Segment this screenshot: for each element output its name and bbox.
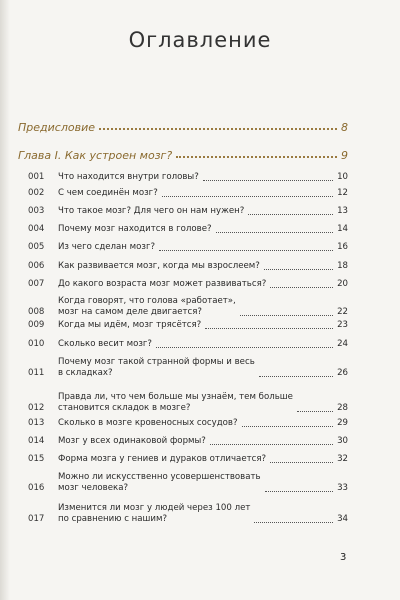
toc-page-number: 10 bbox=[337, 172, 348, 182]
toc-dot-leader bbox=[156, 347, 333, 348]
toc-page-number: 34 bbox=[337, 514, 348, 524]
toc-entry-row bbox=[28, 357, 348, 379]
toc-entry-number: 010 bbox=[28, 339, 45, 349]
toc-entry-title-line: Правда ли, что чем больше мы узнаём, тем больше bbox=[58, 392, 293, 402]
toc-entry-number: 015 bbox=[28, 454, 45, 464]
toc-entry-title-line: в складках? bbox=[58, 368, 113, 378]
toc-entry-title-line: Мозг у всех одинаковой формы? bbox=[58, 436, 206, 446]
toc-page-number: 23 bbox=[337, 320, 348, 330]
toc-entry-row bbox=[28, 188, 348, 199]
toc-entry-number: 006 bbox=[28, 261, 45, 271]
toc-entry-title-line: Сколько весит мозг? bbox=[58, 339, 152, 349]
toc-entry-number: 014 bbox=[28, 436, 45, 446]
toc-entry-title bbox=[58, 454, 266, 465]
toc-page-number: 12 bbox=[337, 188, 348, 198]
toc-entry-title bbox=[58, 392, 293, 414]
toc-page-number: 9 bbox=[341, 149, 348, 162]
toc-entry-title bbox=[58, 320, 201, 331]
toc-entry-row bbox=[28, 454, 348, 465]
toc-entry-title bbox=[18, 150, 172, 161]
toc-entry-title-line: Сколько в мозге кровеносных сосудов? bbox=[58, 418, 238, 428]
toc-entry-number: 017 bbox=[28, 514, 45, 524]
toc-entry-row bbox=[28, 261, 348, 272]
toc-entry-title bbox=[58, 472, 261, 494]
toc-page-number: 20 bbox=[337, 279, 348, 289]
toc-page-number: 30 bbox=[337, 436, 348, 446]
toc-page-number: 22 bbox=[337, 307, 348, 317]
toc-entry-title bbox=[58, 224, 212, 235]
toc-entry-number: 013 bbox=[28, 418, 45, 428]
toc-dot-leader bbox=[240, 315, 333, 316]
toc-entry-title-line: Что находится внутри головы? bbox=[58, 172, 199, 182]
toc-entry-title-line: Изменится ли мозг у людей через 100 лет bbox=[58, 503, 251, 513]
toc-dot-leader bbox=[203, 180, 333, 181]
toc-section-row bbox=[18, 122, 348, 133]
toc-page-number: 33 bbox=[337, 483, 348, 493]
toc-entry-number: 001 bbox=[28, 172, 45, 182]
toc-dot-leader bbox=[270, 287, 333, 288]
toc-page-number: 14 bbox=[337, 224, 348, 234]
toc-entry-title-line: До какого возраста мозг может развиваться? bbox=[58, 279, 267, 289]
toc-entry-number: 009 bbox=[28, 320, 45, 330]
toc-dot-leader bbox=[248, 214, 333, 215]
toc-entry-title bbox=[18, 122, 95, 133]
toc-entry-row bbox=[28, 224, 348, 235]
toc-entry-row bbox=[28, 472, 348, 494]
toc-entry-number: 007 bbox=[28, 279, 45, 289]
toc-entry-title-line: Что такое мозг? Для чего он нам нужен? bbox=[58, 206, 245, 216]
toc-dot-leader bbox=[297, 411, 333, 412]
toc-entry-title bbox=[58, 188, 158, 199]
toc-dot-leader bbox=[205, 328, 333, 329]
toc-dot-leader bbox=[265, 491, 334, 492]
toc-entry-row bbox=[28, 339, 348, 350]
toc-page-number: 26 bbox=[337, 368, 348, 378]
toc-entry-row bbox=[28, 172, 348, 183]
toc-entry-number: 002 bbox=[28, 188, 45, 198]
toc-entry-row bbox=[28, 296, 348, 318]
toc-entry-title-line: Почему мозг находится в голове? bbox=[58, 224, 212, 234]
toc-entry-row bbox=[28, 206, 348, 217]
binding-shadow bbox=[0, 0, 10, 600]
toc-entry-title-line: Почему мозг такой странной формы и весь bbox=[58, 357, 255, 367]
toc-dot-leader bbox=[159, 250, 333, 251]
toc-page-number: 28 bbox=[337, 403, 348, 413]
toc-entry-title bbox=[58, 172, 199, 183]
toc-entry-row bbox=[28, 392, 348, 414]
toc-entry-title bbox=[58, 279, 266, 290]
toc-dot-leader bbox=[99, 128, 337, 130]
toc-entry-title-line: Глава I. Как устроен мозг? bbox=[18, 149, 173, 162]
toc-section-row bbox=[18, 150, 348, 161]
toc-entry-row bbox=[28, 320, 348, 331]
toc-entry-title-line: Можно ли искусственно усовершенствовать bbox=[58, 472, 261, 482]
toc-page-number: 16 bbox=[337, 242, 348, 252]
toc-entry-title bbox=[58, 242, 155, 253]
toc-entry-title-line: Предисловие bbox=[18, 121, 95, 134]
toc-entry-row bbox=[28, 503, 348, 525]
toc-entry-title-line: Когда мы идём, мозг трясётся? bbox=[58, 320, 202, 330]
toc-entry-title-line: мозг на самом деле двигается? bbox=[58, 307, 202, 317]
toc-dot-leader bbox=[254, 522, 333, 523]
toc-entry-row bbox=[28, 279, 348, 290]
toc-entry-title-line: Форма мозга у гениев и дураков отличается? bbox=[58, 454, 267, 464]
toc-page-number: 8 bbox=[341, 121, 348, 134]
toc-dot-leader bbox=[264, 269, 333, 270]
toc-entry-title-line: по сравнению с нашим? bbox=[58, 514, 168, 524]
toc-entry-title bbox=[58, 261, 260, 272]
toc-entry-number: 012 bbox=[28, 403, 45, 413]
toc-entry-number: 005 bbox=[28, 242, 45, 252]
toc-entry-title bbox=[58, 503, 250, 525]
toc-page-number: 29 bbox=[337, 418, 348, 428]
toc-page-number: 32 bbox=[337, 454, 348, 464]
toc-entry-title bbox=[58, 436, 206, 447]
toc-dot-leader bbox=[242, 426, 334, 427]
toc-entry-number: 004 bbox=[28, 224, 45, 234]
toc-dot-leader bbox=[259, 376, 333, 377]
toc-entry-title bbox=[58, 418, 238, 429]
toc-entry-title bbox=[58, 339, 152, 350]
toc-page-number: 13 bbox=[337, 206, 348, 216]
toc-page-number: 18 bbox=[337, 261, 348, 271]
toc-entry-title-line: мозг человека? bbox=[58, 483, 129, 493]
toc-entry-row bbox=[28, 436, 348, 447]
toc-entry-number: 003 bbox=[28, 206, 45, 216]
toc-dot-leader bbox=[176, 156, 337, 158]
toc-dot-leader bbox=[210, 444, 333, 445]
page-number: 3 bbox=[340, 552, 347, 563]
page-title: Оглавление bbox=[128, 28, 272, 52]
toc-entry-title-line: становится складок в мозге? bbox=[58, 403, 191, 413]
toc-entry-number: 008 bbox=[28, 307, 45, 317]
toc-entry-title-line: С чем соединён мозг? bbox=[58, 188, 158, 198]
toc-dot-leader bbox=[270, 462, 333, 463]
toc-entry-title bbox=[58, 206, 244, 217]
toc-entry-title-line: Когда говорят, что голова «работает», bbox=[58, 296, 236, 306]
toc-dot-leader bbox=[162, 196, 333, 197]
toc-entry-row bbox=[28, 418, 348, 429]
toc-entry-row bbox=[28, 242, 348, 253]
toc-entry-title-line: Из чего сделан мозг? bbox=[58, 242, 156, 252]
toc-entry-number: 016 bbox=[28, 483, 45, 493]
toc-entry-number: 011 bbox=[28, 368, 45, 378]
toc-entry-title-line: Как развивается мозг, когда мы взрослеем? bbox=[58, 261, 260, 271]
toc-entry-title bbox=[58, 357, 255, 379]
toc-dot-leader bbox=[216, 232, 333, 233]
toc-entry-title bbox=[58, 296, 236, 318]
toc-page-number: 24 bbox=[337, 339, 348, 349]
